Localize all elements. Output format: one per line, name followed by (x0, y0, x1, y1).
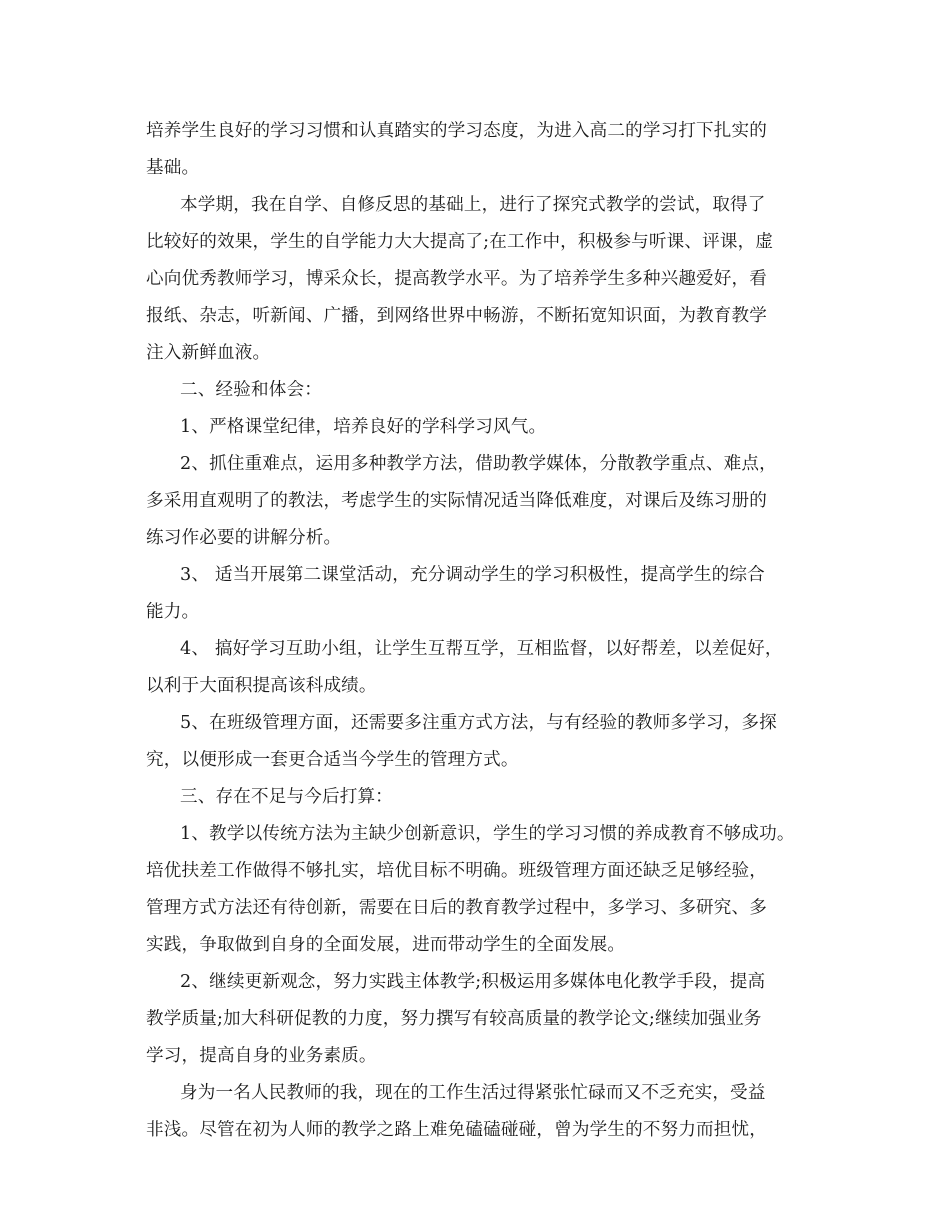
text-line: 比较好的效果，学生的自学能力大大提高了;在工作中，积极参与听课、评课，虚 (146, 232, 774, 252)
text-line: 5、在班级管理方面，还需要多注重方式方法，与有经验的教师多学习，多探 (180, 713, 777, 733)
text-line: 4、 搞好学习互助小组，让学生互帮互学，互相监督，以好帮差，以差促好， (180, 639, 783, 659)
text-line: 1、教学以传统方法为主缺少创新意识，学生的学习习惯的养成教育不够成功。 (180, 824, 795, 844)
text-line: 以利于大面积提高该科成绩。 (146, 676, 377, 696)
text-line: 实践，争取做到自身的全面发展，进而带动学生的全面发展。 (146, 935, 626, 955)
text-line: 非浅。尽管在初为人师的教学之路上难免磕磕碰碰，曾为学生的不努力而担忧， (146, 1120, 768, 1140)
text-line: 究，以便形成一套更合适当今学生的管理方式。 (146, 750, 519, 770)
text-line: 多采用直观明了的教法，考虑学生的实际情况适当降低难度，对课后及练习册的 (146, 491, 768, 511)
text-line: 2、继续更新观念，努力实践主体教学;积极运用多媒体电化教学手段，提高 (180, 972, 766, 992)
text-line: 学习，提高自身的业务素质。 (146, 1046, 377, 1066)
text-line: 3、 适当开展第二课堂活动，充分调动学生的学习积极性，提高学生的综合 (180, 565, 765, 585)
text-line: 教学质量;加大科研促教的力度，努力撰写有较高质量的教学论文;继续加强业务 (146, 1009, 762, 1029)
text-line: 能力。 (146, 602, 200, 622)
section-heading: 三、存在不足与今后打算： (180, 787, 393, 807)
text-line: 基础。 (146, 158, 200, 178)
text-line: 报纸、杂志，听新闻、广播，到网络世界中畅游，不断拓宽知识面，为教育教学 (146, 306, 768, 326)
text-line: 2、抓住重难点，运用多种教学方法，借助教学媒体，分散教学重点、难点， (180, 454, 777, 474)
text-line: 心向优秀教师学习，博采众长，提高教学水平。为了培养学生多种兴趣爱好，看 (146, 269, 768, 289)
text-line: 管理方式方法还有待创新，需要在日后的教育教学过程中，多学习、多研究、多 (146, 898, 768, 918)
text-line: 本学期，我在自学、自修反思的基础上，进行了探究式教学的尝试，取得了 (180, 195, 766, 215)
text-line: 1、严格课堂纪律，培养良好的学科学习风气。 (180, 417, 547, 437)
text-line: 培养学生良好的学习习惯和认真踏实的学习态度，为进入高二的学习打下扎实的 (146, 121, 768, 141)
text-line: 培优扶差工作做得不够扎实，培优目标不明确。班级管理方面还缺乏足够经验， (146, 861, 768, 881)
section-heading: 二、经验和体会： (180, 380, 322, 400)
text-line: 身为一名人民教师的我，现在的工作生活过得紧张忙碌而又不乏充实，受益 (180, 1083, 766, 1103)
text-line: 注入新鲜血液。 (146, 343, 271, 363)
text-line: 练习作必要的讲解分析。 (146, 528, 342, 548)
